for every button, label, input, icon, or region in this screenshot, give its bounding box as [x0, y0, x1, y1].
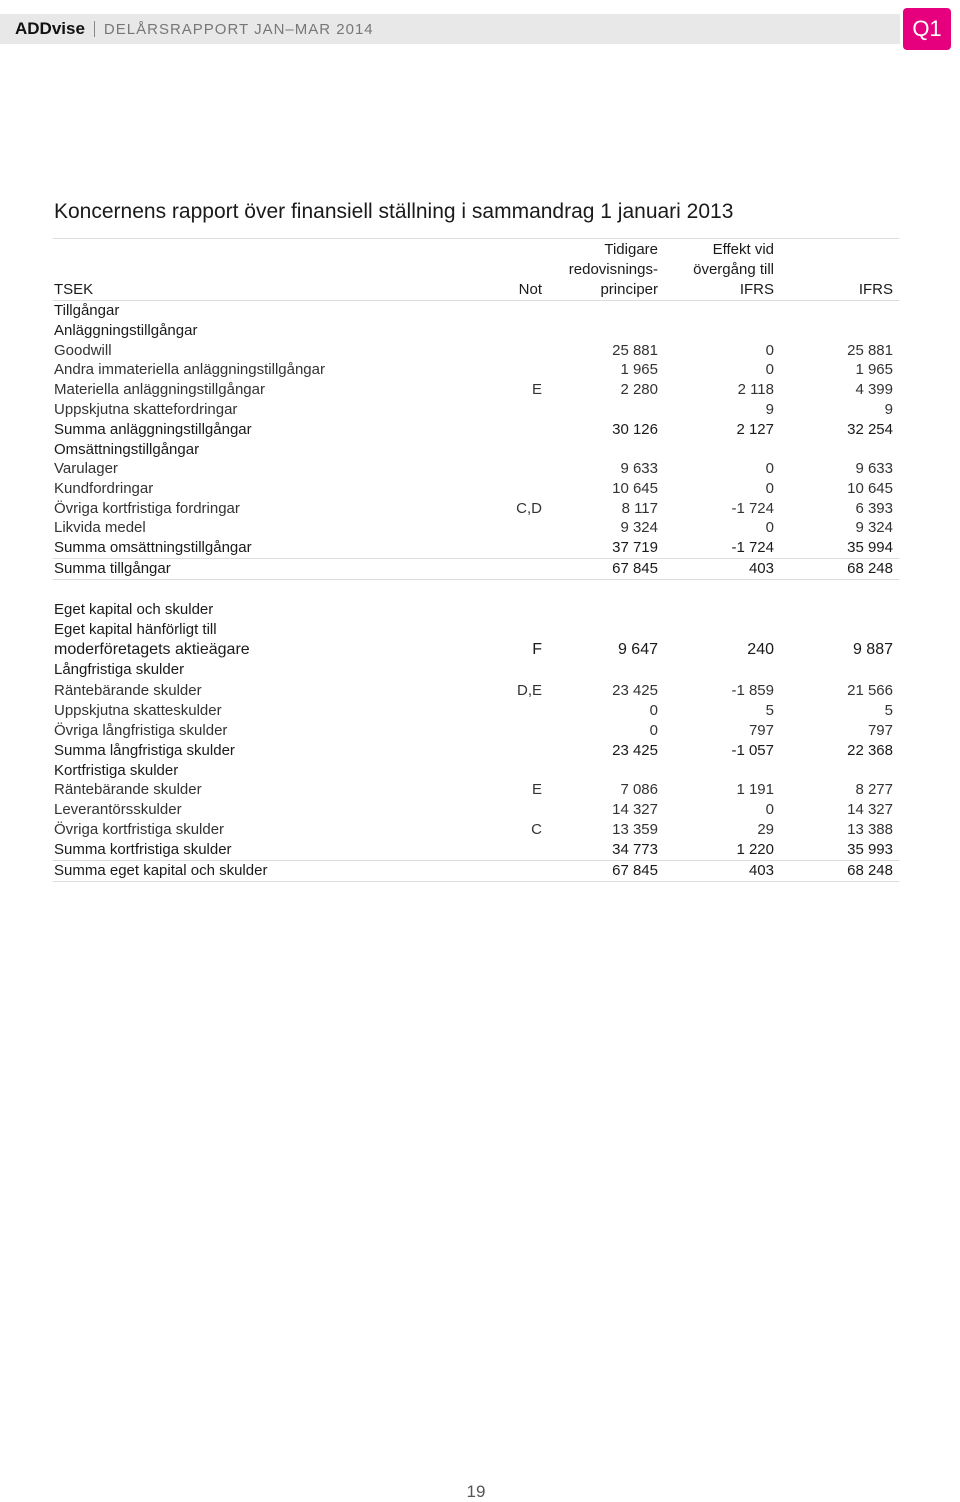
table-bottom-divider: [53, 881, 899, 882]
effect-value: 403: [748, 560, 774, 577]
table-row-total: [53, 559, 899, 579]
table-row: [53, 518, 899, 538]
quarter-badge: Q1: [903, 8, 951, 50]
ifrs-value: 68 248: [847, 560, 893, 577]
table-row-total: [53, 861, 899, 881]
col-header-prev-line1: Tidigare: [604, 241, 658, 258]
row-label: Anläggningstillgångar: [54, 322, 198, 339]
prev-value: 0: [649, 722, 658, 739]
prev-value: 25 881: [612, 342, 658, 359]
table-row: [53, 640, 899, 660]
effect-value: -1 057: [731, 742, 774, 759]
table-row: [53, 341, 899, 361]
ifrs-value: 68 248: [847, 862, 893, 879]
effect-value: 9: [765, 401, 774, 418]
ifrs-value: 6 393: [855, 500, 893, 517]
header-divider: [94, 21, 95, 37]
row-label: Räntebärande skulder: [54, 682, 202, 699]
brand-name: ADDvise: [15, 19, 85, 38]
page-number: 19: [466, 1482, 486, 1501]
note-ref: F: [532, 641, 542, 658]
ifrs-value: 25 881: [847, 342, 893, 359]
table-row: [53, 600, 899, 620]
prev-value: 23 425: [612, 682, 658, 699]
prev-value: 13 359: [612, 821, 658, 838]
row-label: Summa kortfristiga skulder: [54, 841, 232, 858]
effect-value: 1 191: [736, 781, 774, 798]
note-ref: C,D: [516, 500, 542, 517]
row-label: Summa långfristiga skulder: [54, 742, 235, 759]
ifrs-value: 9 324: [855, 519, 893, 536]
prev-value: 30 126: [612, 421, 658, 438]
prev-value: 2 280: [620, 381, 658, 398]
ifrs-value: 797: [867, 722, 893, 739]
row-label: Uppskjutna skattefordringar: [54, 401, 238, 418]
prev-value: 7 086: [620, 781, 658, 798]
effect-value: 2 127: [736, 421, 774, 438]
effect-value: 5: [765, 702, 774, 719]
row-label: Likvida medel: [54, 519, 146, 536]
table-row: [53, 721, 899, 741]
row-label: Summa anläggningstillgångar: [54, 421, 252, 438]
ifrs-value: 35 993: [847, 841, 893, 858]
prev-value: 37 719: [612, 539, 658, 556]
ifrs-value: 1 965: [855, 361, 893, 378]
ifrs-value: 14 327: [847, 801, 893, 818]
table-row: [53, 701, 899, 721]
prev-value: 67 845: [612, 862, 658, 879]
table-row-total: [53, 741, 899, 761]
prev-value: 9 647: [617, 641, 658, 658]
report-title: Koncernens rapport över finansiell ställning i sammandrag 1 januari 2013: [54, 200, 734, 223]
effect-value: 0: [765, 361, 774, 378]
table-row-total: [53, 840, 899, 860]
note-ref: D,E: [516, 682, 542, 699]
effect-value: 240: [747, 641, 774, 658]
col-header-tsek: TSEK: [54, 281, 94, 298]
ifrs-value: 32 254: [847, 421, 893, 438]
prev-value: 10 645: [612, 480, 658, 497]
col-header-effect-line3: IFRS: [739, 281, 774, 298]
table-row: [53, 681, 899, 701]
ifrs-value: 10 645: [847, 480, 893, 497]
table-row: [53, 761, 899, 781]
effect-value: -1 724: [731, 500, 774, 517]
ifrs-value: 9: [884, 401, 893, 418]
table-row: [53, 380, 899, 400]
row-label: Leverantörsskulder: [54, 801, 182, 818]
effect-value: 2 118: [737, 381, 774, 398]
table-row: [53, 301, 899, 321]
effect-value: 0: [765, 460, 774, 477]
prev-value: 8 117: [621, 500, 658, 517]
table-row: [53, 660, 899, 680]
row-label: Goodwill: [54, 342, 112, 359]
col-header-ifrs: IFRS: [858, 281, 893, 298]
note-ref: E: [531, 781, 542, 798]
row-label: Eget kapital och skulder: [54, 601, 214, 618]
table-row: [53, 360, 899, 380]
row-label: Summa omsättningstillgångar: [54, 539, 252, 556]
row-label: Omsättningstillgångar: [54, 441, 200, 458]
ifrs-value: 8 277: [855, 781, 893, 798]
effect-value: -1 859: [731, 682, 774, 699]
ifrs-value: 21 566: [847, 682, 893, 699]
ifrs-value: 22 368: [847, 742, 893, 759]
row-label: Uppskjutna skatteskulder: [54, 702, 222, 719]
table-row: [53, 800, 899, 820]
row-label: Övriga kortfristiga skulder: [54, 821, 225, 838]
ifrs-value: 35 994: [847, 539, 893, 556]
table-row: [53, 479, 899, 499]
prev-value: 1 965: [620, 361, 658, 378]
prev-value: 67 845: [612, 560, 658, 577]
prev-value: 0: [649, 702, 658, 719]
col-header-effect-line1: Effekt vid: [712, 241, 774, 258]
effect-value: 1 220: [736, 841, 774, 858]
row-label: Långfristiga skulder: [54, 661, 185, 678]
ifrs-value: 13 388: [847, 821, 893, 838]
col-header-effect-line2: övergång till: [693, 261, 774, 278]
prev-value: 9 633: [620, 460, 658, 477]
col-header-note: Not: [518, 281, 542, 298]
row-label: Kortfristiga skulder: [54, 762, 179, 779]
effect-value: -1 724: [731, 539, 774, 556]
table-row: [53, 620, 899, 640]
effect-value: 797: [748, 722, 774, 739]
table-row: [53, 440, 899, 460]
row-label: Eget kapital hänförligt till: [54, 621, 217, 638]
row-label: moderföretagets aktieägare: [54, 641, 250, 658]
prev-value: 34 773: [612, 841, 658, 858]
row-label: Kundfordringar: [54, 480, 154, 497]
ifrs-value: 9 887: [852, 641, 893, 658]
row-label: Övriga långfristiga skulder: [54, 722, 228, 739]
header-bar: [0, 14, 900, 44]
table-row-total: [53, 420, 899, 440]
col-header-prev-line2: redovisnings-: [568, 261, 658, 278]
prev-value: 23 425: [612, 742, 658, 759]
table-top-divider: [53, 238, 899, 239]
table-row: [53, 321, 899, 341]
note-ref: C: [531, 821, 542, 838]
section-divider: [53, 579, 899, 580]
ifrs-value: 5: [884, 702, 893, 719]
effect-value: 0: [765, 480, 774, 497]
row-label: Summa tillgångar: [54, 560, 171, 577]
report-subtitle: DELÅRSRAPPORT JAN–MAR 2014: [103, 20, 374, 38]
effect-value: 403: [748, 862, 774, 879]
effect-value: 0: [765, 519, 774, 536]
col-header-prev-line3: principer: [600, 281, 658, 298]
note-ref: E: [531, 381, 542, 398]
row-label: Tillgångar: [54, 302, 120, 319]
prev-value: 14 327: [612, 801, 658, 818]
row-label: Varulager: [54, 460, 118, 477]
table-row: [53, 400, 899, 420]
row-label: Räntebärande skulder: [54, 781, 202, 798]
table-row: [53, 499, 899, 519]
row-label: Andra immateriella anläggningstillgångar: [54, 361, 325, 378]
row-label: Övriga kortfristiga fordringar: [54, 500, 240, 517]
effect-value: 0: [765, 342, 774, 359]
effect-value: 29: [757, 821, 774, 838]
prev-value: 9 324: [620, 519, 658, 536]
row-label: Summa eget kapital och skulder: [54, 862, 268, 879]
row-label: Materiella anläggningstillgångar: [54, 381, 265, 398]
table-row: [53, 820, 899, 840]
table-row: [53, 780, 899, 800]
table-row: [53, 459, 899, 479]
effect-value: 0: [765, 801, 774, 818]
ifrs-value: 4 399: [855, 381, 893, 398]
ifrs-value: 9 633: [855, 460, 893, 477]
table-row-total: [53, 538, 899, 558]
